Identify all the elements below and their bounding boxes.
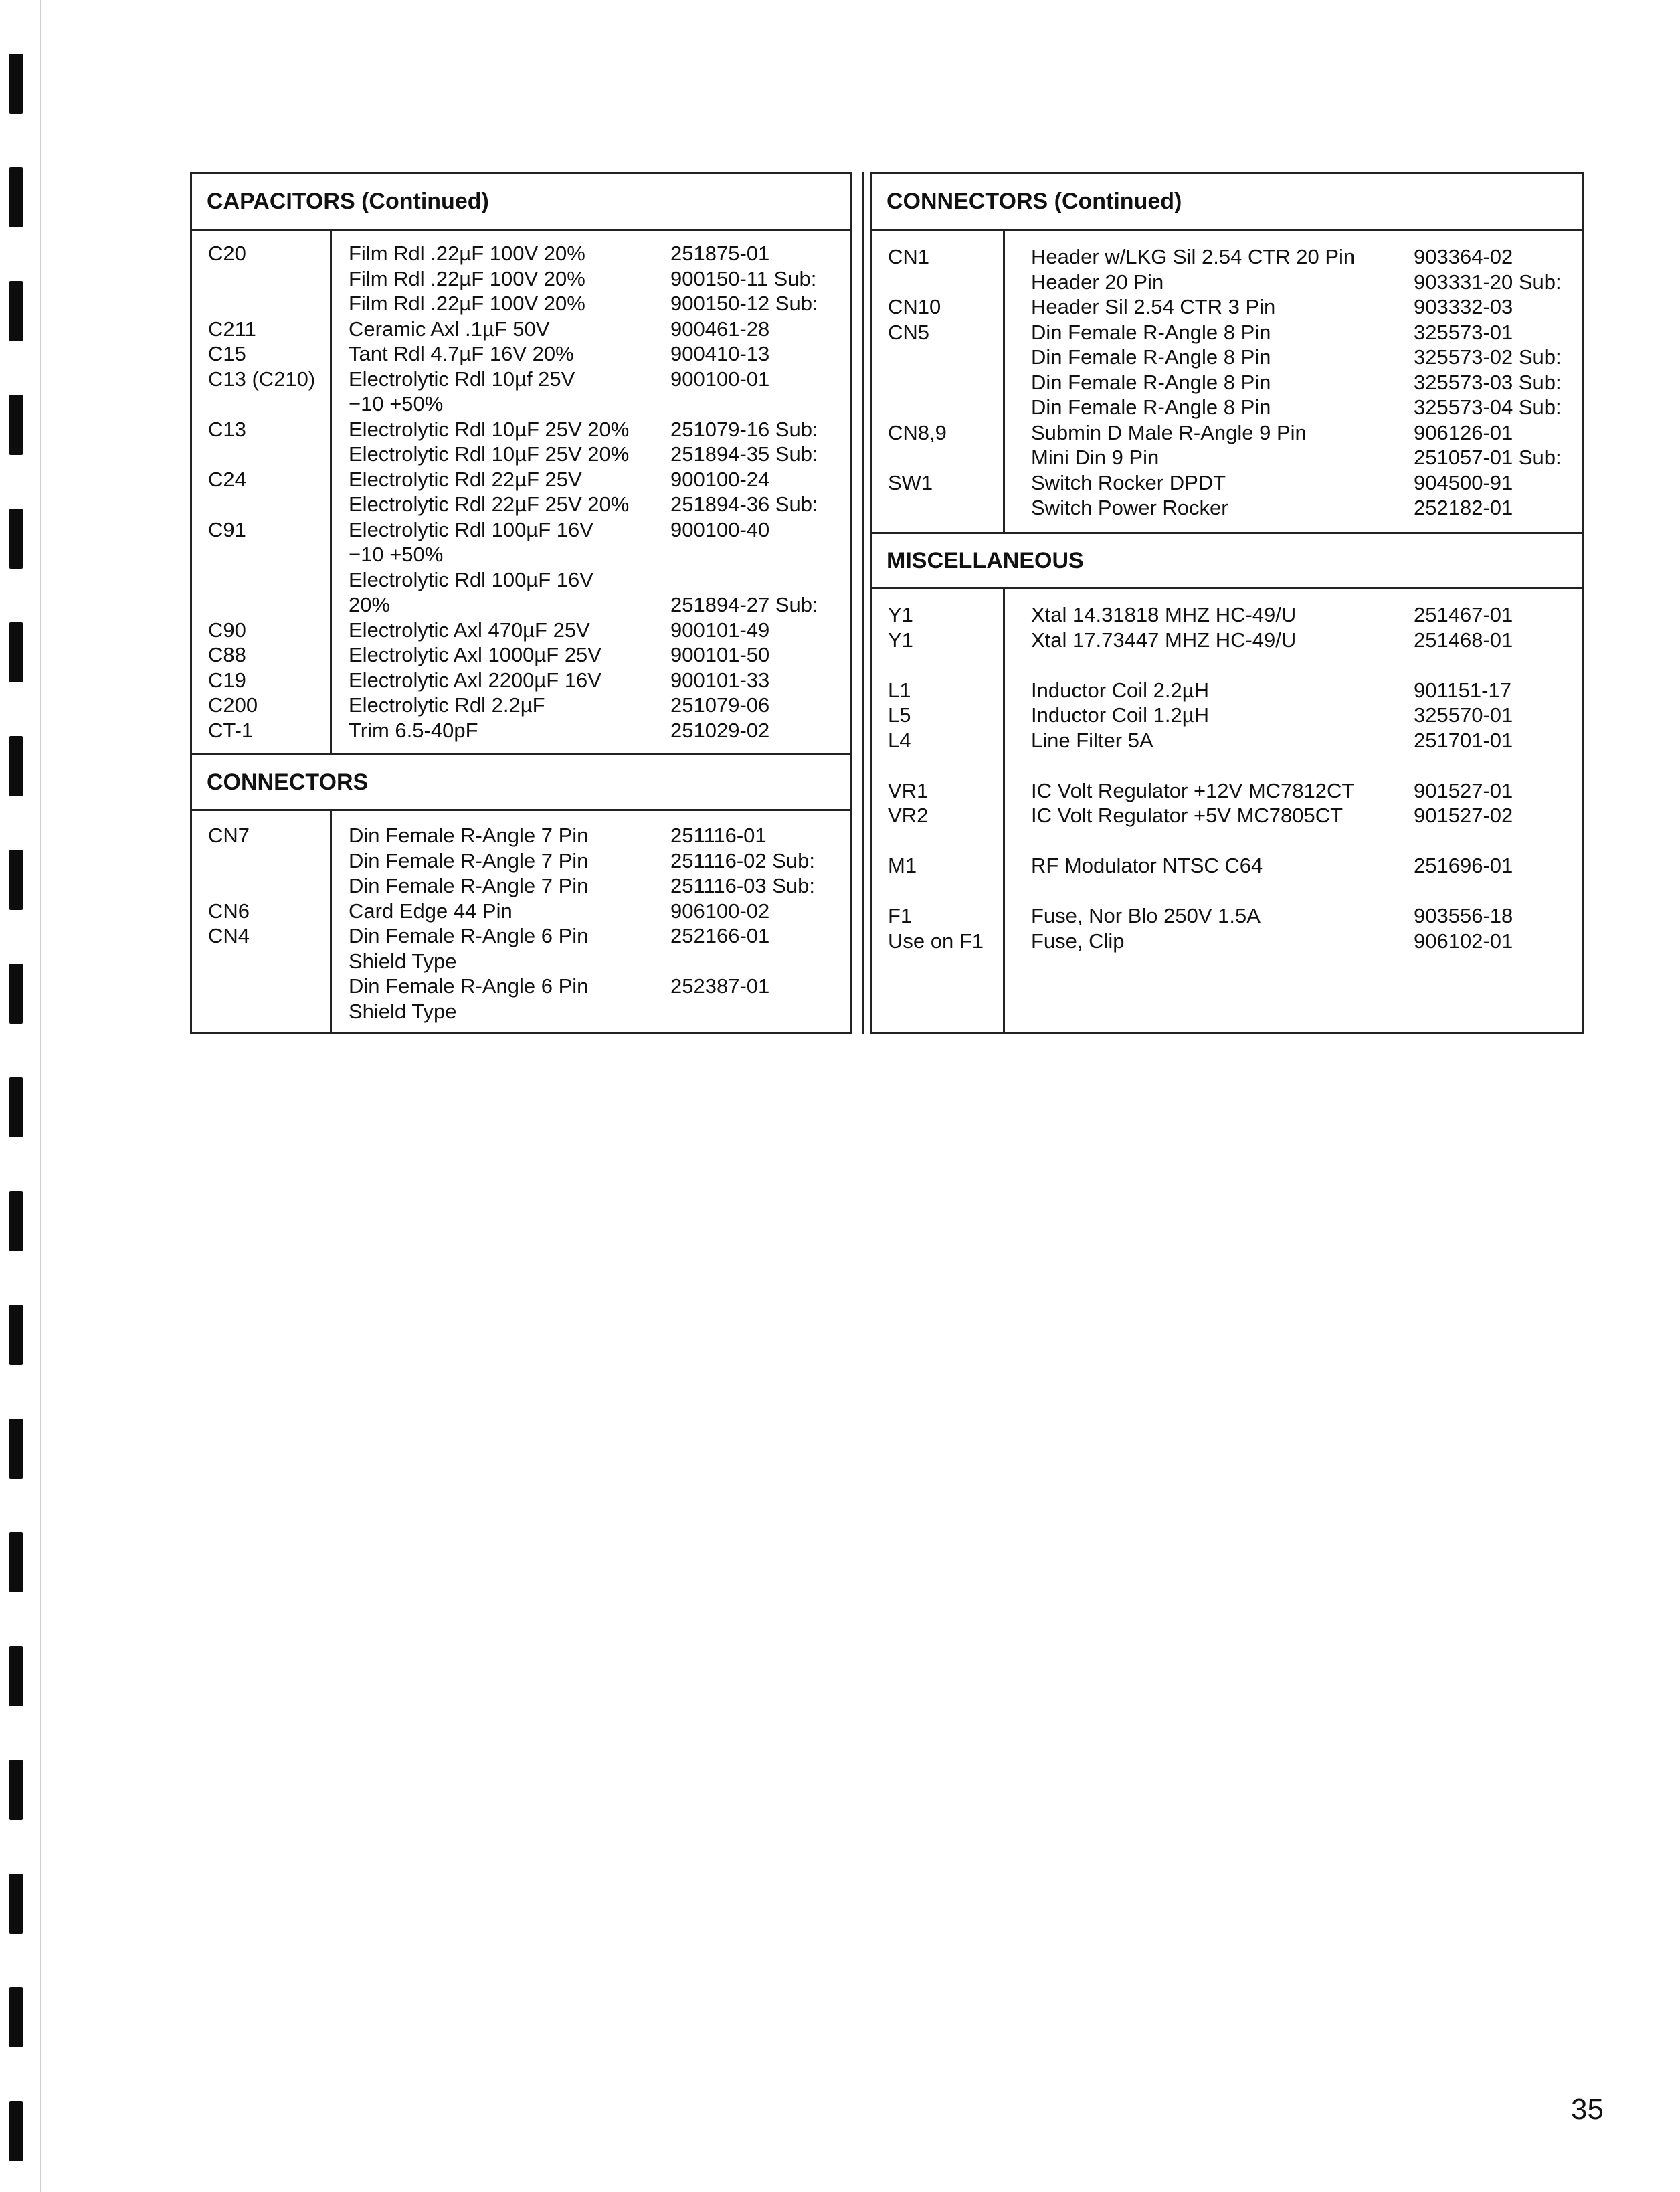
table-row [192,542,850,567]
table-row [872,753,1582,778]
part-number: 900101-33 [670,668,770,692]
part-description: Switch Rocker DPDT [1031,470,1226,494]
part-description: Xtal 17.73447 MHZ HC-49/U [1031,628,1297,652]
part-number: 900100-40 [670,517,770,541]
part-number: 900410-13 [670,342,770,365]
part-description: Trim 6.5-40pF [349,718,478,742]
table-row [872,903,1582,929]
table-row [192,618,850,643]
part-reference: C90 [208,618,246,642]
table-row [192,417,850,442]
part-reference: F1 [888,904,913,927]
binder-hole [9,850,23,910]
divider [192,809,850,811]
part-description: Inductor Coil 1.2µH [1031,703,1209,727]
table-row [192,266,850,292]
table-row [872,803,1582,828]
part-description: Electrolytic Rdl 22µF 25V [349,467,582,491]
column-divider [1003,230,1005,532]
table-row [192,974,850,999]
part-reference: Use on F1 [888,929,984,953]
table-row [192,949,850,974]
part-reference: C200 [208,693,258,717]
column-divider [1003,589,1005,1034]
part-number: 906102-01 [1414,929,1513,953]
table-row [872,879,1582,904]
part-description: Inductor Coil 2.2µH [1031,678,1209,702]
table-row [192,291,850,316]
table-row [872,703,1582,728]
binder-hole [9,1874,23,1934]
part-description: Din Female R-Angle 8 Pin [1031,370,1271,394]
part-description: Electrolytic Rdl 10µF 25V 20% [349,442,630,466]
binder-hole [9,167,23,227]
part-description: Electrolytic Rdl 2.2µF [349,693,545,717]
part-description: Din Female R-Angle 8 Pin [1031,345,1271,369]
part-number: 251894-35 Sub: [670,442,818,466]
part-number: 251467-01 [1414,603,1513,626]
column-divider [330,230,332,753]
table-row [872,445,1582,470]
part-number: 900461-28 [670,316,770,341]
binder-hole [9,1077,23,1137]
connectors-continued-header: CONNECTORS (Continued) [886,188,1182,214]
table-row [872,678,1582,703]
part-reference: CN6 [208,899,250,923]
part-description: Fuse, Nor Blo 250V 1.5A [1031,904,1261,927]
part-number: 252182-01 [1414,496,1513,519]
part-description: Tant Rdl 4.7µF 16V 20% [349,342,574,365]
margin-rule [40,0,41,2192]
binder-hole [9,622,23,682]
center-divider [862,172,864,1034]
part-number: 325573-02 Sub: [1414,345,1562,369]
part-description: Electrolytic Rdl 100µF 16V [349,567,593,591]
table-row [872,420,1582,446]
table-row [192,718,850,743]
table-row [192,642,850,668]
part-reference: C13 [208,417,246,441]
binder-hole [9,54,23,114]
part-number: 900101-49 [670,618,770,642]
table-row [872,652,1582,678]
part-description: −10 +50% [349,392,444,416]
part-description: Electrolytic Rdl 10µf 25V [349,367,575,391]
part-number: 903364-02 [1414,245,1513,268]
part-description: Card Edge 44 Pin [349,899,512,923]
part-description: IC Volt Regulator +5V MC7805CT [1031,804,1343,827]
part-description: Fuse, Clip [1031,929,1125,953]
part-number: 251029-02 [670,718,770,742]
part-number: 251894-36 Sub: [670,492,818,516]
part-description: Submin D Male R-Angle 9 Pin [1031,420,1307,444]
part-number: 325573-04 Sub: [1414,395,1562,419]
part-number: 903331-20 Sub: [1414,270,1562,294]
table-row [872,470,1582,496]
part-reference: CN1 [888,245,930,268]
binder-hole [9,1532,23,1592]
part-description: Din Female R-Angle 8 Pin [1031,320,1271,344]
part-description: Din Female R-Angle 7 Pin [349,874,589,897]
part-number: 900100-01 [670,367,770,391]
table-row [192,567,850,593]
part-reference: CN8,9 [888,420,947,444]
part-number: 251079-06 [670,693,770,717]
part-number: 251468-01 [1414,628,1513,652]
table-row [192,693,850,718]
binder-hole [9,1305,23,1365]
part-number: 251116-01 [670,824,767,847]
part-reference: CN5 [888,320,930,344]
part-reference: C91 [208,517,246,541]
part-description: Electrolytic Rdl 100µF 16V [349,517,593,541]
part-number: 251701-01 [1414,728,1513,752]
part-description: −10 +50% [349,543,444,566]
table-row [872,602,1582,628]
part-number: 901151-17 [1414,678,1511,702]
part-reference: C24 [208,467,246,491]
table-row [192,999,850,1024]
part-number: 900100-24 [670,467,770,491]
part-number: 901527-02 [1414,804,1513,827]
binder-hole [9,1987,23,2047]
part-number: 325573-03 Sub: [1414,370,1562,394]
table-row [192,899,850,924]
binder-hole [9,395,23,455]
part-description: Electrolytic Rdl 22µF 25V 20% [349,492,630,516]
binder-hole [9,2101,23,2161]
part-description: Electrolytic Rdl 10µF 25V 20% [349,417,630,441]
part-description: RF Modulator NTSC C64 [1031,854,1263,877]
part-number: 251696-01 [1414,854,1513,877]
part-description: Film Rdl .22µF 100V 20% [349,266,585,290]
part-number: 900101-50 [670,643,770,666]
table-row [192,467,850,492]
table-row [192,341,850,367]
part-reference: L5 [888,703,911,727]
part-number: 252166-01 [670,924,770,947]
part-description: Film Rdl .22µF 100V 20% [349,242,585,265]
table-row [872,370,1582,395]
binder-hole [9,1646,23,1706]
binder-hole [9,509,23,569]
part-number: 906126-01 [1414,420,1513,444]
part-reference: M1 [888,854,917,877]
part-reference: VR2 [888,804,929,827]
part-reference: CN10 [888,295,941,318]
table-row [872,244,1582,270]
part-number: 251894-27 Sub: [670,593,818,616]
part-number: 904500-91 [1414,470,1513,494]
capacitors-continued-header: CAPACITORS (Continued) [207,188,489,214]
divider [872,229,1582,231]
table-row [192,873,850,899]
table-row [192,492,850,517]
part-reference: C19 [208,668,246,692]
part-number: 900150-12 Sub: [670,292,818,315]
right-parts-table [870,172,1584,1034]
part-reference: Y1 [888,603,913,626]
table-row [192,592,850,618]
part-description: Shield Type [349,999,457,1023]
column-divider [330,810,332,1034]
table-row [192,823,850,848]
part-number: 900150-11 Sub: [670,266,817,290]
part-description: Ceramic Axl .1µF 50V [349,316,550,341]
part-reference: CT-1 [208,718,254,742]
table-row [192,241,850,266]
part-description: Film Rdl .22µF 100V 20% [349,292,585,315]
part-description: Header Sil 2.54 CTR 3 Pin [1031,295,1276,318]
part-number: 252387-01 [670,974,770,998]
table-row [192,316,850,342]
table-row [872,320,1582,345]
table-row [872,270,1582,295]
table-row [192,517,850,543]
part-description: IC Volt Regulator +12V MC7812CT [1031,778,1355,802]
part-reference: L1 [888,678,911,702]
binder-hole [9,1760,23,1820]
binder-hole [9,1419,23,1479]
part-reference: CN7 [208,824,250,847]
part-number: 903332-03 [1414,295,1513,318]
part-description: Electrolytic Axl 1000µF 25V [349,643,601,666]
part-description: Header w/LKG Sil 2.54 CTR 20 Pin [1031,245,1356,268]
table-row [192,848,850,874]
table-row [872,828,1582,854]
table-row [872,628,1582,653]
part-reference: SW1 [888,470,933,494]
table-row [872,495,1582,521]
part-description: Xtal 14.31818 MHZ HC-49/U [1031,603,1297,626]
part-description: Din Female R-Angle 6 Pin [349,974,589,998]
part-reference: C88 [208,643,246,666]
part-description: Din Female R-Angle 7 Pin [349,848,589,873]
part-number: 325570-01 [1414,703,1513,727]
binder-hole [9,964,23,1024]
table-row [192,668,850,693]
table-row [192,923,850,949]
part-reference: Y1 [888,628,913,652]
part-number: 325573-01 [1414,320,1513,344]
part-number: 903556-18 [1414,904,1513,927]
miscellaneous-header: MISCELLANEOUS [886,547,1084,573]
part-number: 901527-01 [1414,778,1513,802]
table-row [872,728,1582,753]
part-number: 906100-02 [670,899,770,923]
part-description: Switch Power Rocker [1031,496,1228,519]
table-row [872,778,1582,804]
page-number: 35 [1571,2093,1604,2126]
part-number: 251057-01 Sub: [1414,446,1562,469]
binder-hole [9,736,23,796]
table-row [872,853,1582,879]
part-description: Din Female R-Angle 7 Pin [349,824,589,847]
part-reference: CN4 [208,924,250,947]
table-row [192,367,850,392]
part-reference: C211 [208,316,256,341]
part-description: Line Filter 5A [1031,728,1153,752]
part-description: Header 20 Pin [1031,270,1164,294]
binder-hole [9,1191,23,1251]
table-row [872,929,1582,954]
left-parts-table [190,172,852,1034]
table-row [872,294,1582,320]
part-description: Din Female R-Angle 6 Pin [349,924,589,947]
part-description: Din Female R-Angle 8 Pin [1031,395,1271,419]
part-number: 251079-16 Sub: [670,417,818,441]
part-reference: L4 [888,728,911,752]
part-number: 251875-01 [670,242,770,265]
table-row [192,391,850,417]
part-description: Mini Din 9 Pin [1031,446,1159,469]
table-row [872,395,1582,420]
part-number: 251116-03 Sub: [670,874,816,897]
part-reference: C15 [208,342,246,365]
part-description: Electrolytic Axl 470µF 25V [349,618,590,642]
divider [872,587,1582,589]
divider [192,229,850,231]
part-number: 251116-02 Sub: [670,848,816,873]
part-description: Shield Type [349,949,457,973]
binder-hole [9,281,23,341]
table-row [872,345,1582,370]
table-row [192,442,850,467]
part-description: Electrolytic Axl 2200µF 16V [349,668,601,692]
part-reference: VR1 [888,778,929,802]
connectors-header: CONNECTORS [207,769,369,795]
part-reference: C20 [208,242,246,265]
part-reference: C13 (C210) [208,367,316,391]
part-description: 20% [349,593,391,616]
